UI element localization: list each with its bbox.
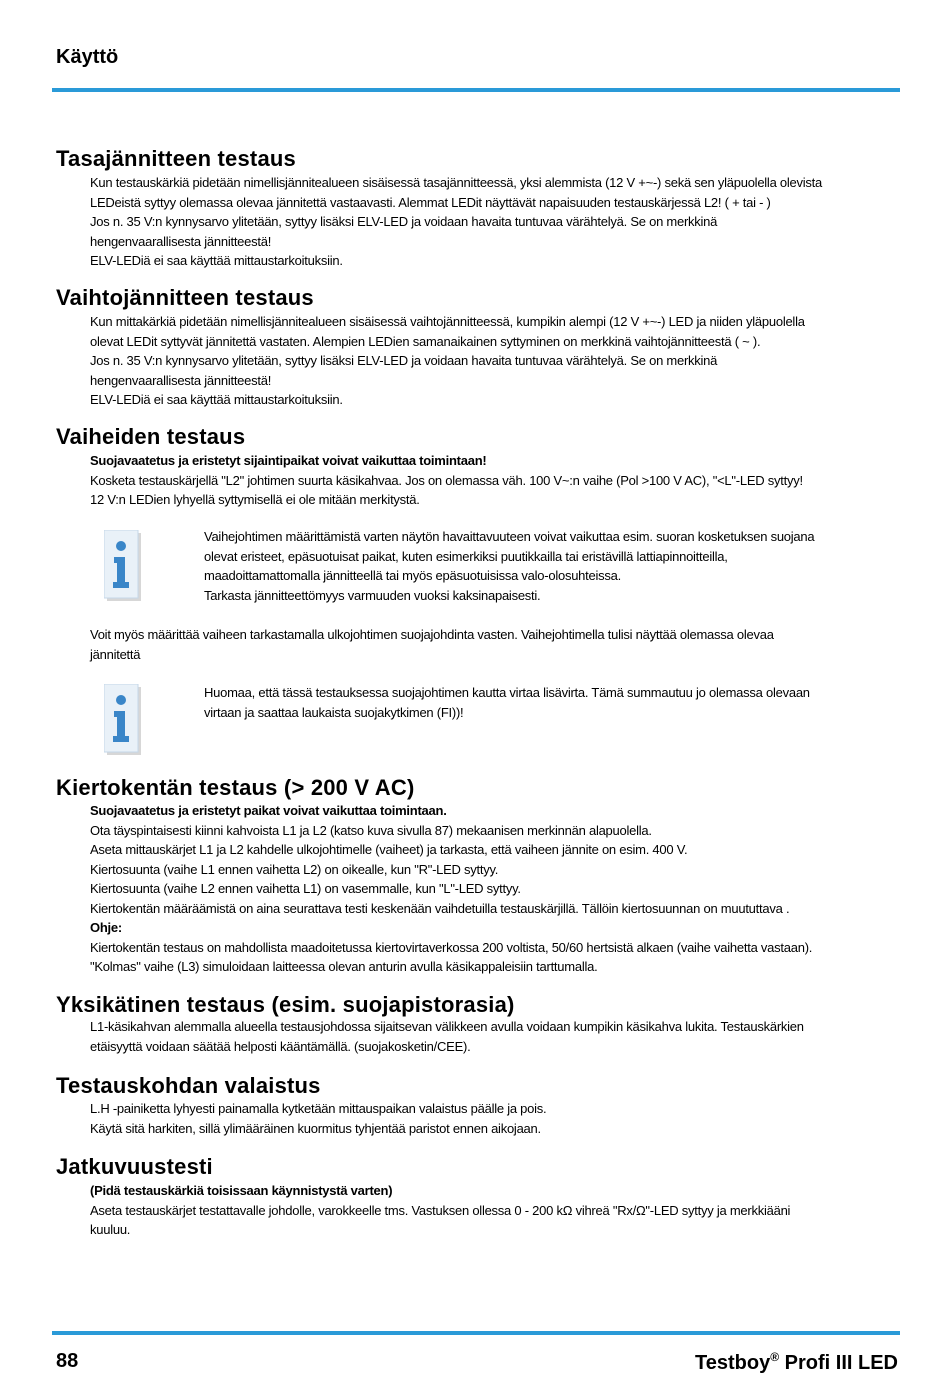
registered-mark: ® (770, 1350, 780, 1364)
section-body (90, 451, 890, 510)
brand-name: Testboy (695, 1352, 771, 1374)
body-line: etäisyyttä voidaan säätää helposti kääntämällä. (suojakosketin/CEE). (90, 1038, 471, 1054)
body-line: LEDeistä syttyy olemassa olevaa jännitettä vastaavasti. Alemmat LEDit näyttävät napaisuuden testauskärjessä L2! ( + tai - ) (90, 194, 771, 210)
note-line: Vaihejohtimen määrittämistä varten näytön havaittavuuteen voivat vaikuttaa esim. suoran kosketuksen suojana (204, 529, 815, 544)
body-line: ELV-LEDiä ei saa käyttää mittaustarkoituksiin. (90, 392, 343, 407)
section-body (90, 173, 890, 271)
note-line: virtaan ja saattaa laukaista suojakytkimen (FI))! (204, 704, 464, 720)
note-line: olevat eristeet, epäsuotuisat paikat, kuten esimerkiksi puutikkailla tai eristävillä lattiapinnoitteilla, (204, 548, 728, 564)
body-line: Kiertosuunta (vaihe L2 ennen vaihetta L1) on vasemmalle, kun "L"-LED syttyy. (90, 881, 521, 896)
info-note (204, 527, 894, 605)
model-name: Profi III LED (779, 1352, 898, 1374)
body-line: L.H -painiketta lyhyesti painamalla kytketään mittauspaikan valaistus päälle ja pois. (90, 1101, 547, 1116)
info-icon (104, 530, 142, 602)
body-line: Käytä sitä harkiten, sillä ylimääräinen kuormitus tyhjentää paristot ennen aikojaan. (90, 1120, 541, 1136)
product-name (695, 1350, 898, 1375)
body-line: hengenvaarallisesta jännitteestä! (90, 233, 272, 249)
section-body (90, 625, 890, 664)
body-line: "Kolmas" vaihe (L3) simuloidaan laitteessa olevan anturin avulla käsikappaleisiin tarttumalla. (90, 959, 598, 974)
section-heading: Jatkuvuustesti (56, 1154, 213, 1179)
section-body (90, 1181, 890, 1240)
body-line: L1-käsikahvan alemmalla alueella testausjohdossa sijaitsevan välikkeen avulla voidaan kumpikin käsikahva lukita. Testauskärkien (90, 1019, 804, 1034)
body-line: Kiertokentän testaus on mahdollista maadoitetussa kiertovirtaverkossa 200 voltista, 50/60 hertsistä alkaen (vaihe vaihetta vastaan). (90, 939, 813, 955)
section-heading: Yksikätinen testaus (esim. suojapistorasia) (56, 992, 515, 1017)
warning-line: Suojavaatetus ja eristetyt sijaintipaikat voivat vaikuttaa toimintaan! (90, 453, 487, 468)
page-number: 88 (56, 1350, 79, 1372)
body-line: Voit myös määrittää vaiheen tarkastamalla ulkojohtimen suojajohdinta vasten. Vaihejohtimella tulisi näyttää olemassa olevaa (90, 627, 774, 642)
note-line: Huomaa, että tässä testauksessa suojajohtimen kautta virtaa lisävirta. Tämä summautuu jo olemassa olevaan (204, 685, 810, 700)
body-line: Kiertosuunta (vaihe L1 ennen vaihetta L2) on oikealle, kun "R"-LED syttyy. (90, 861, 499, 877)
warning-line: Suojavaatetus ja eristetyt paikat voivat vaikuttaa toimintaan. (90, 803, 447, 818)
section-heading: Kiertokentän testaus (> 200 V AC) (56, 775, 415, 800)
ohje-label: Ohje: (90, 920, 122, 935)
info-icon (104, 684, 142, 756)
body-line: 12 V:n LEDien lyhyellä syttymisellä ei ole mitään merkitystä. (90, 492, 420, 507)
body-line: kuuluu. (90, 1222, 131, 1237)
section-body (90, 801, 890, 977)
note-line: maadoittamattomalla jännitteellä tai myös epäsuotuisissa valo-olosuhteissa. (204, 568, 621, 583)
section-heading: Vaihtojännitteen testaus (56, 285, 314, 310)
body-line: ELV-LEDiä ei saa käyttää mittaustarkoituksiin. (90, 253, 343, 268)
body-line: Kun mittakärkiä pidetään nimellisjännitealueen sisäisessä vaihtojännitteessä, kumpikin alempi (12 V +~-) LED ja niiden yläpuolella (90, 314, 805, 329)
body-line: Jos n. 35 V:n kynnysarvo ylitetään, syttyy lisäksi ELV-LED ja voidaan havaita tuntuvaa värähtelyä. Se on merkkinä (90, 353, 718, 368)
instruction-line: (Pidä testauskärkiä toisissaan käynnistystä varten) (90, 1183, 393, 1198)
body-line: hengenvaarallisesta jännitteestä! (90, 372, 272, 388)
header-rule (52, 88, 900, 92)
page-header-title: Käyttö (56, 46, 119, 68)
section-body (90, 1099, 890, 1138)
body-line: jännitettä (90, 646, 141, 662)
info-note (204, 683, 894, 722)
section-body (90, 312, 890, 410)
body-line: Kun testauskärkiä pidetään nimellisjännitealueen sisäisessä tasajännitteessä, yksi alemmista (12 V +~-) sekä sen yläpuolella olevista (90, 175, 822, 190)
body-line: Kosketa testauskärjellä "L2" johtimen suurta käsikahvaa. Jos on olemassa väh. 100 V~:n vaihe (Pol >100 V AC), "<L"-LED syttyy! (90, 472, 803, 488)
body-line: Kiertokentän määräämistä on aina seurattava testi keskenään vaihdetuilla testauskärjillä. Tällöin kiertosuunnan on muututtava . (90, 900, 790, 916)
body-line: Jos n. 35 V:n kynnysarvo ylitetään, syttyy lisäksi ELV-LED ja voidaan havaita tuntuvaa värähtelyä. Se on merkkinä (90, 214, 718, 229)
note-line: Tarkasta jännitteettömyys varmuuden vuoksi kaksinapaisesti. (204, 587, 541, 603)
section-body (90, 1017, 890, 1056)
body-line: Ota täyspintaisesti kiinni kahvoista L1 ja L2 (katso kuva sivulla 87) mekaanisen merkinnän alapuolella. (90, 822, 652, 838)
body-line: Aseta mittauskärjet L1 ja L2 kahdelle ulkojohtimelle (vaiheet) ja tarkasta, että vaiheen jännite on esim. 400 V. (90, 842, 688, 857)
section-heading: Vaiheiden testaus (56, 424, 246, 449)
section-heading: Tasajännitteen testaus (56, 146, 296, 171)
section-heading: Testauskohdan valaistus (56, 1073, 321, 1098)
body-line: olevat LEDit syttyvät jännitettä vastaten. Alempien LEDien samanaikainen syttyminen on merkkinä vaihtojännitteestä ( ~ ). (90, 333, 761, 349)
body-line: Aseta testauskärjet testattavalle johdolle, varokkeelle tms. Vastuksen ollessa 0 - 200 kΩ vihreä "Rx/Ω"-LED syttyy ja merkkiääni (90, 1202, 791, 1218)
footer-rule (52, 1331, 900, 1335)
